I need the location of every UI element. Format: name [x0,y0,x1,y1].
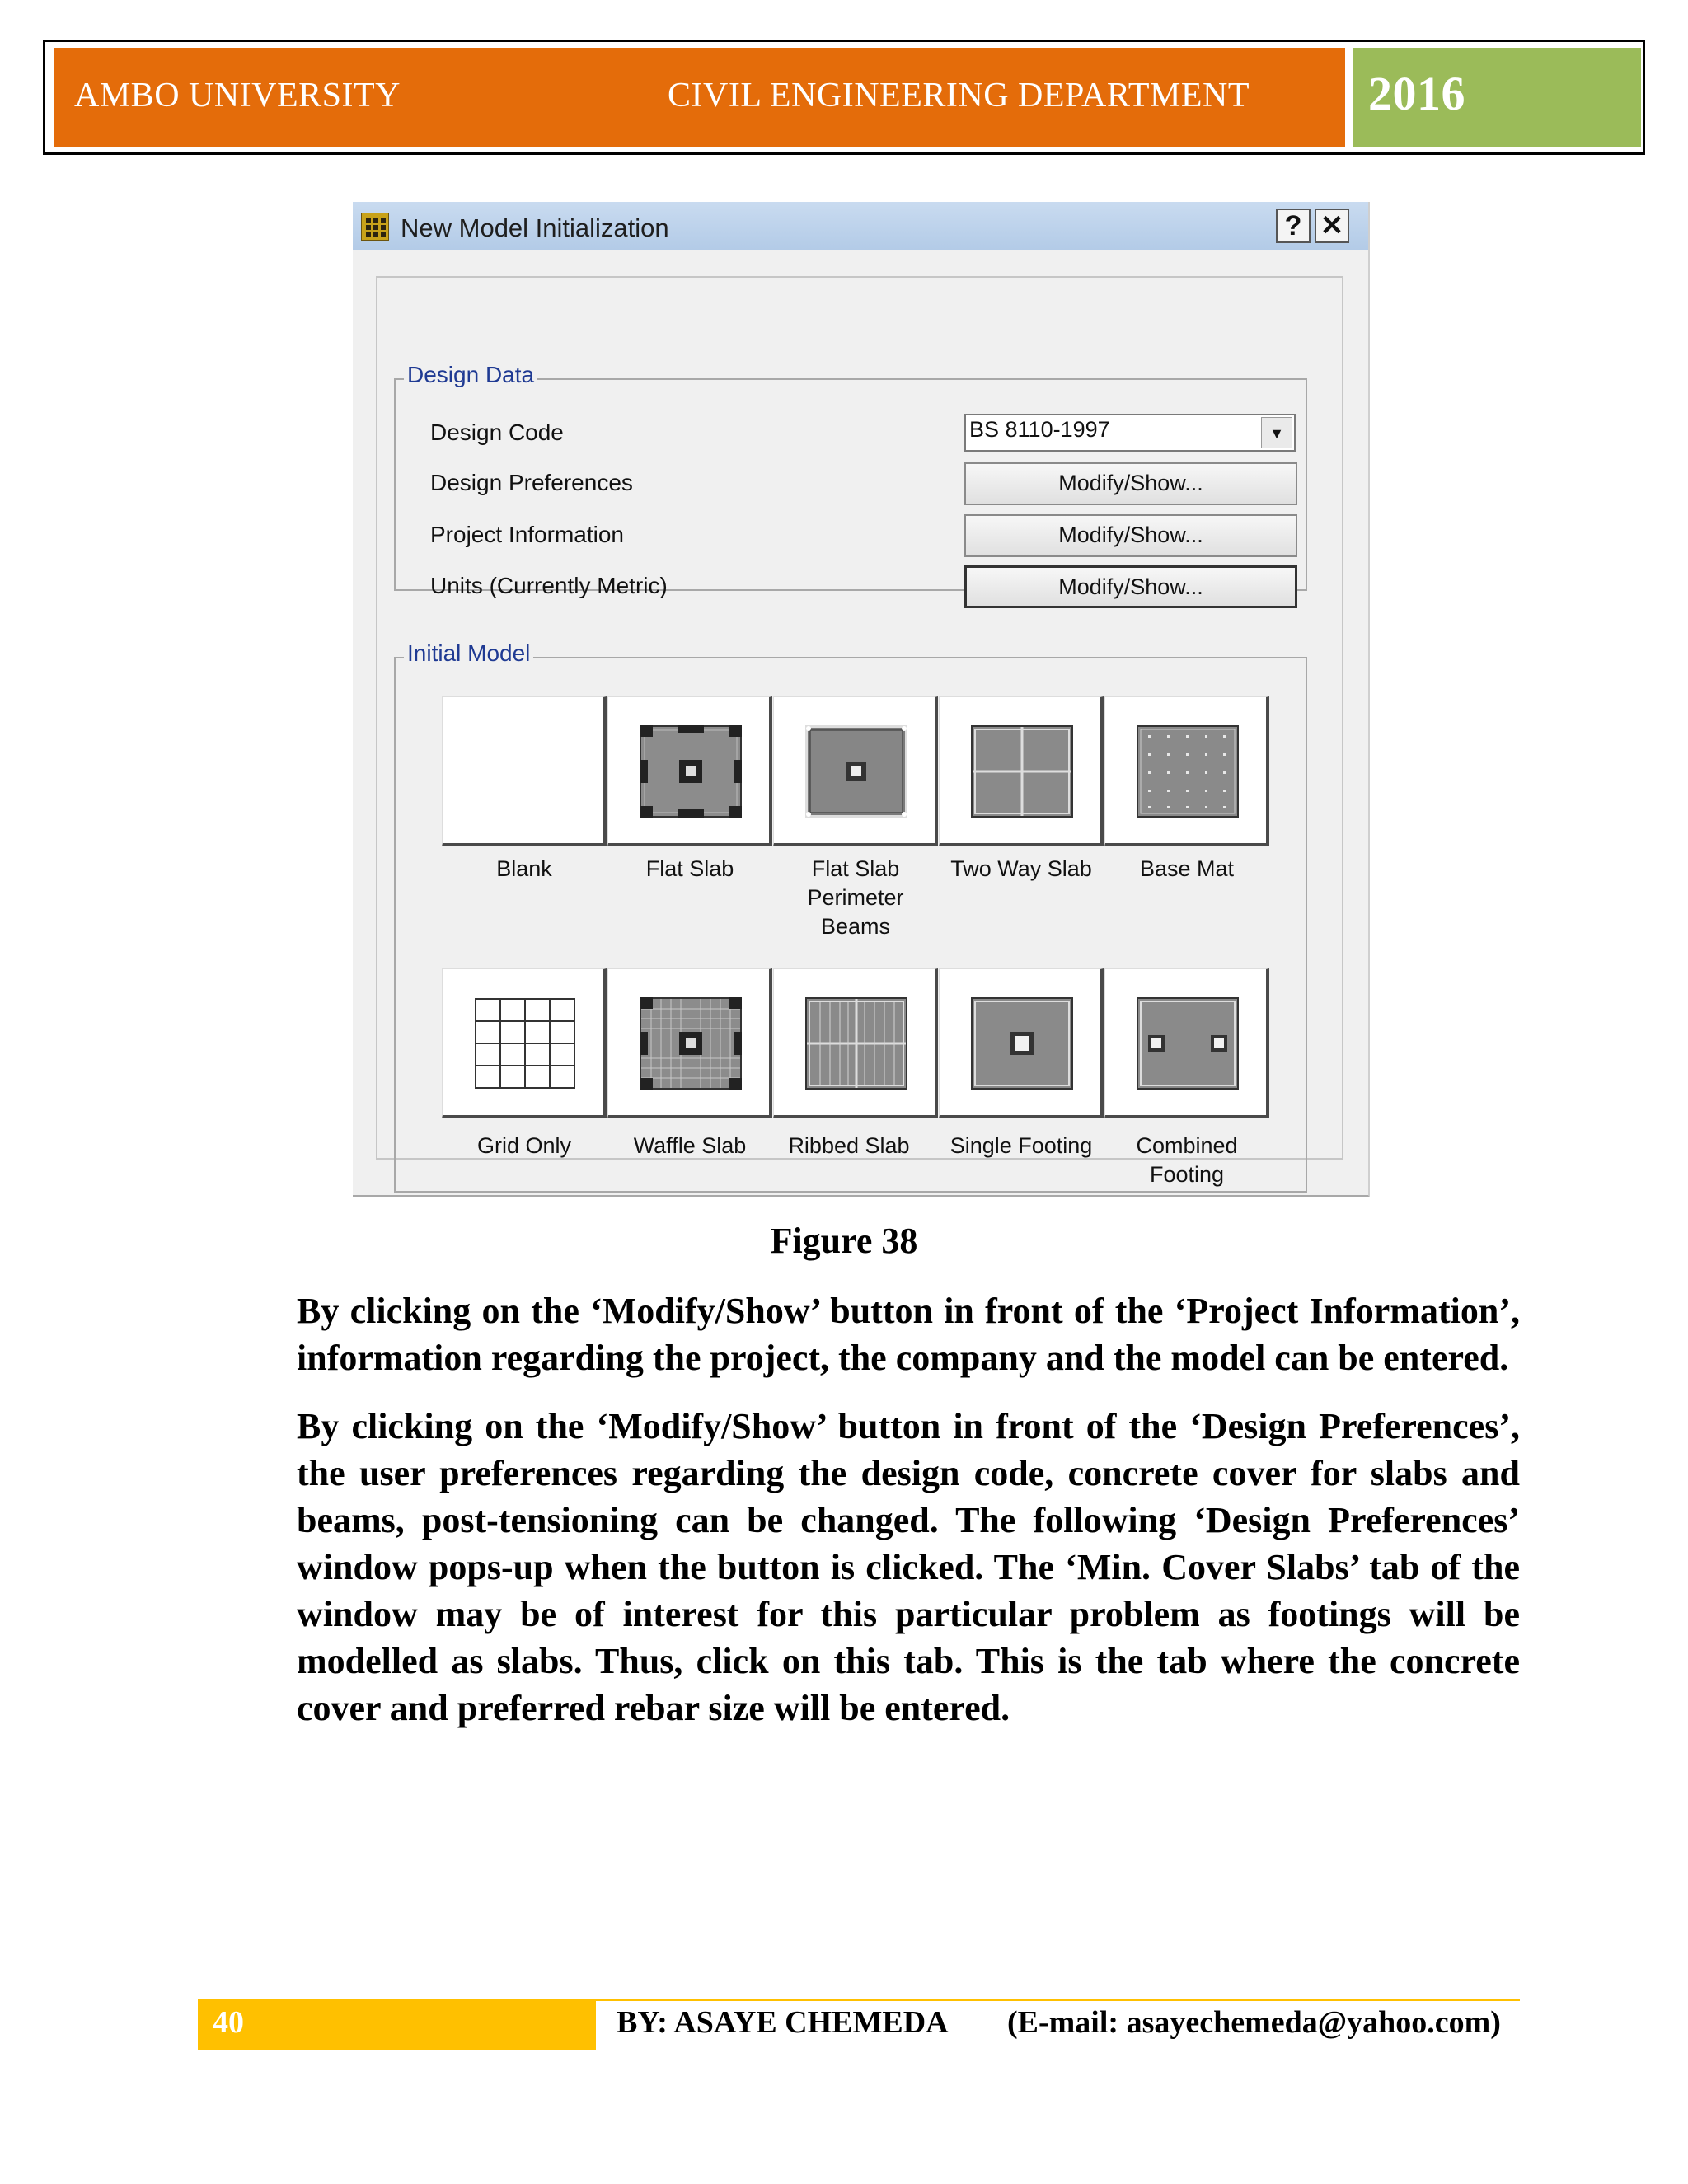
footer-author: BY: ASAYE CHEMEDA [617,2005,949,2040]
flat-slab-icon [640,725,742,818]
waffle-slab-icon [640,997,742,1090]
template-ribbed-slab[interactable] [773,968,938,1118]
template-label-flat-slab: Flat Slab [645,856,734,881]
design-preferences-label: Design Preferences [430,470,633,495]
grid-only-icon [474,997,576,1090]
template-blank[interactable] [442,696,607,846]
template-two-way-slab[interactable] [939,696,1104,846]
header-department: CIVIL ENGINEERING DEPARTMENT [668,77,1250,115]
template-single-footing[interactable] [939,968,1104,1118]
footer-email: (E-mail: asayechemeda@yahoo.com) [1007,2005,1501,2040]
figure-caption: Figure 38 [770,1221,918,1261]
template-flat-slab-perimeter-beams[interactable] [773,696,938,846]
template-waffle-slab[interactable] [607,968,772,1118]
single-footing-icon [971,997,1073,1090]
dialog-titlebar[interactable] [353,202,1368,250]
design-code-label: Design Code [430,419,564,445]
combined-footing-icon [1137,997,1239,1090]
template-combined-footing[interactable] [1104,968,1269,1118]
template-label-blank: Blank [496,856,552,881]
close-button[interactable]: ✕ [1315,209,1349,243]
chevron-down-icon[interactable]: ▼ [1261,417,1292,448]
header-year: 2016 [1368,67,1465,120]
new-model-dialog [353,202,1370,1197]
page-number: 40 [213,2005,244,2040]
template-label-ribbed-slab: Ribbed Slab [788,1133,910,1158]
design-data-title: Design Data [404,362,537,388]
design-code-value: BS 8110-1997 [969,417,1110,442]
template-label-combined-footing: Combined Footing [1136,1133,1238,1187]
page-header [43,40,1645,155]
footer-rule [596,1999,1520,2001]
units-label: Units (Currently Metric) [430,573,668,598]
initial-model-title: Initial Model [404,640,533,667]
template-label-single-footing: Single Footing [950,1133,1093,1158]
paragraph-project-information: By clicking on the ‘Modify/Show’ button in front of the ‘Project Information’, information regarding the project, the company and the model can be entered. [297,1291,1520,1378]
base-mat-icon [1137,725,1239,818]
template-label-two-way-slab: Two Way Slab [950,856,1092,881]
flat-slab-perimeter-beams-icon [805,725,907,818]
dialog-title: New Model Initialization [401,213,669,242]
template-base-mat[interactable] [1104,696,1269,846]
app-icon [361,213,389,241]
header-university: AMBO UNIVERSITY [74,77,401,115]
template-label-grid-only: Grid Only [476,1133,572,1158]
project-information-label: Project Information [430,522,624,547]
help-button[interactable]: ? [1276,209,1311,243]
design-preferences-button[interactable]: Modify/Show... [964,462,1297,505]
ribbed-slab-icon [805,997,907,1090]
footer-bar [198,1999,596,2050]
template-label-waffle-slab: Waffle Slab [633,1133,747,1158]
two-way-slab-icon [971,725,1073,818]
paragraph-design-preferences: By clicking on the ‘Modify/Show’ button in front of the ‘Design Preferences’, the user preferences regarding the design code, concrete cover for slabs and beams, post-tensioning can be changed. The following ‘Design Preferences’ window pops-up when the button is clicked. The ‘Min. Cover Slabs’ tab of the window may be of interest for this particular problem as footings will be modelled as slabs. Thus, click on this tab. This is the tab where the concrete cover and preferred rebar size will be entered. [297,1406,1520,1728]
units-button[interactable]: Modify/Show... [964,565,1297,608]
template-flat-slab[interactable] [607,696,772,846]
dialog-panel [376,276,1343,1187]
template-grid-only[interactable] [442,968,607,1118]
project-information-button[interactable]: Modify/Show... [964,514,1297,557]
design-code-select[interactable] [964,414,1296,452]
template-label-flat-slab-perimeter-beams: Flat Slab Perimeter Beams [807,856,904,939]
template-label-base-mat: Base Mat [1139,856,1235,881]
